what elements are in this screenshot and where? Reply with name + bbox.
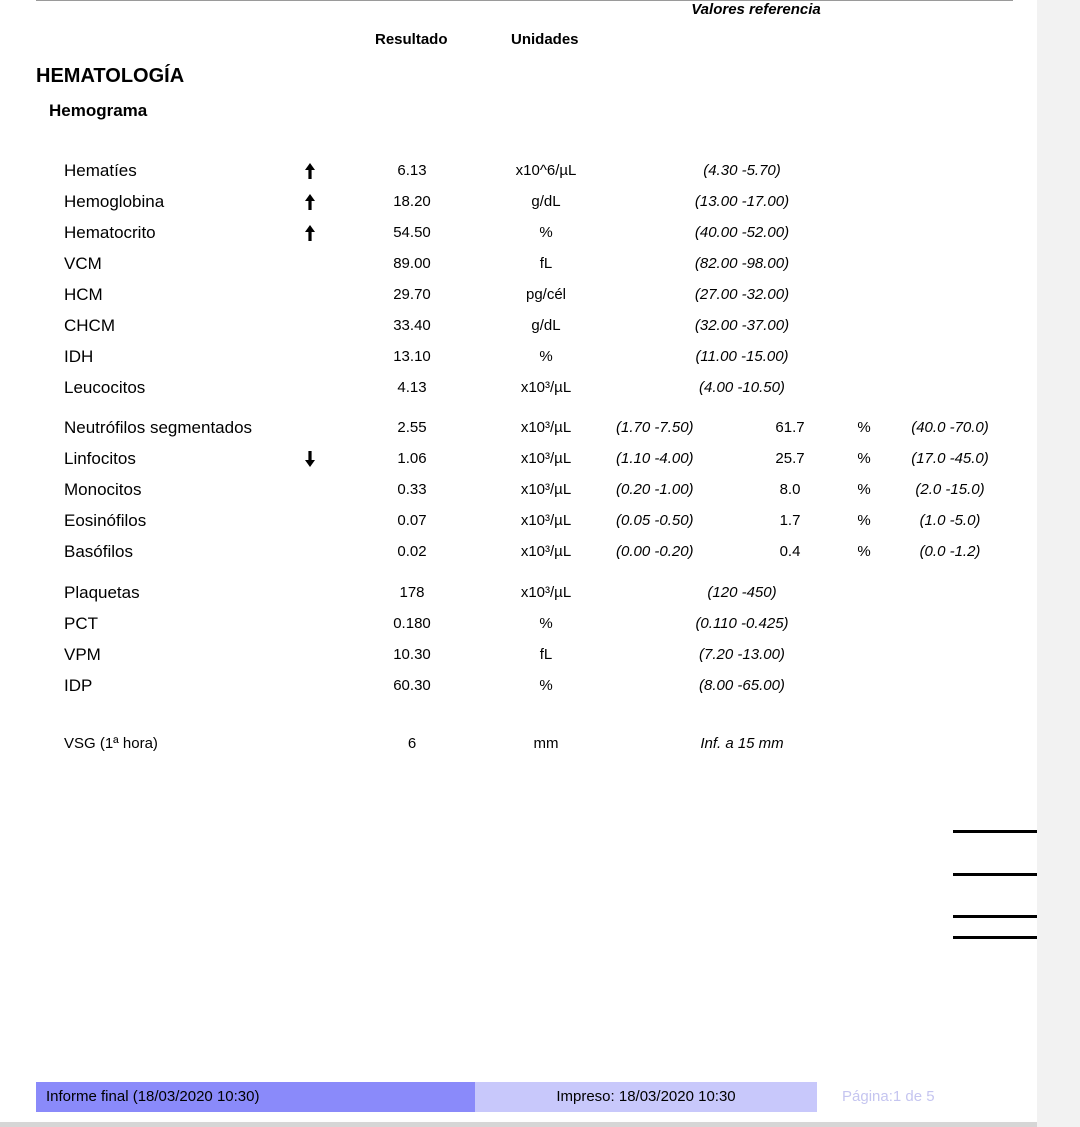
test-reference: (13.00 -17.00) (694, 193, 790, 210)
test-reference: (0.20 -1.00) (616, 481, 694, 498)
result-row (0, 542, 1037, 566)
test-name: VPM (64, 645, 101, 664)
test-value: 1.06 (397, 450, 427, 467)
test-reference: (4.30 -5.70) (703, 162, 781, 179)
test-name: Plaquetas (64, 583, 140, 602)
test-value: 178 (399, 584, 425, 601)
test-reference: (4.00 -10.50) (699, 379, 785, 396)
percentage-reference: (2.0 -15.0) (915, 481, 985, 498)
test-value: 6 (407, 735, 417, 752)
test-unit: x10³/µL (520, 481, 572, 498)
test-value: 89.00 (393, 255, 431, 272)
result-row (0, 511, 1037, 535)
test-percentage: 25.7 (775, 450, 805, 467)
test-value: 0.33 (397, 481, 427, 498)
test-reference: (0.05 -0.50) (616, 512, 694, 529)
test-name: IDH (64, 347, 94, 366)
result-row (0, 378, 1037, 402)
test-unit: x10³/µL (520, 543, 572, 560)
arrow-down-icon (303, 451, 317, 467)
decorative-line (953, 936, 1037, 939)
test-value: 4.13 (397, 379, 427, 396)
test-percentage: 61.7 (775, 419, 805, 436)
test-reference: (1.70 -7.50) (616, 419, 694, 436)
test-unit: x10³/µL (520, 379, 572, 396)
test-name: Hemoglobina (64, 192, 165, 211)
test-name: Eosinófilos (64, 511, 147, 530)
result-row (0, 645, 1037, 669)
test-unit: g/dL (531, 317, 561, 334)
percentage-reference: (1.0 -5.0) (919, 512, 981, 529)
test-unit: % (539, 677, 553, 694)
test-unit: fL (539, 646, 553, 663)
result-row (0, 418, 1037, 442)
result-row (0, 676, 1037, 700)
test-value: 10.30 (393, 646, 431, 663)
percentage-reference: (0.0 -1.2) (919, 543, 981, 560)
test-reference: (0.00 -0.20) (616, 543, 694, 560)
result-row (0, 347, 1037, 371)
test-unit: pg/cél (525, 286, 567, 303)
test-reference: (40.00 -52.00) (694, 224, 790, 241)
result-row (0, 192, 1037, 216)
footer-report-status: Informe final (18/03/2020 10:30) (36, 1082, 475, 1112)
decorative-line (953, 830, 1037, 833)
percentage-unit: % (857, 512, 871, 529)
test-unit: g/dL (531, 193, 561, 210)
test-unit: x10³/µL (520, 450, 572, 467)
arrow-up-icon (303, 163, 317, 179)
footer-page-number: Página:1 de 5 (842, 1088, 935, 1105)
test-value: 0.180 (393, 615, 431, 632)
header-units: Unidades (511, 31, 579, 48)
decorative-line (953, 873, 1037, 876)
test-reference: (27.00 -32.00) (694, 286, 790, 303)
test-name: Leucocitos (64, 378, 146, 397)
test-reference: (82.00 -98.00) (694, 255, 790, 272)
test-unit: fL (539, 255, 553, 272)
test-reference: (1.10 -4.00) (616, 450, 694, 467)
arrow-up-icon (303, 194, 317, 210)
result-row (0, 161, 1037, 185)
test-name: PCT (64, 614, 98, 633)
percentage-reference: (40.0 -70.0) (911, 419, 989, 436)
test-name: Hematíes (64, 161, 137, 180)
test-name: CHCM (64, 316, 115, 335)
test-name: Neutrófilos segmentados (64, 418, 253, 437)
test-unit: x10^6/µL (515, 162, 577, 179)
test-percentage: 8.0 (779, 481, 801, 498)
test-percentage: 0.4 (779, 543, 801, 560)
test-name: VSG (1ª hora) (64, 735, 158, 752)
test-reference: (8.00 -65.00) (699, 677, 785, 694)
test-value: 0.07 (397, 512, 427, 529)
result-row (0, 223, 1037, 247)
result-row (0, 583, 1037, 607)
header-reference: Valores referencia (691, 1, 821, 18)
result-row (0, 316, 1037, 340)
percentage-reference: (17.0 -45.0) (911, 450, 989, 467)
result-row (0, 254, 1037, 278)
result-row (0, 614, 1037, 638)
header-result: Resultado (375, 31, 448, 48)
test-unit: % (539, 615, 553, 632)
footer-printed-date: Impreso: 18/03/2020 10:30 (475, 1082, 817, 1112)
test-unit: % (539, 224, 553, 241)
subsection-title: Hemograma (49, 101, 148, 120)
test-name: IDP (64, 676, 93, 695)
test-value: 18.20 (393, 193, 431, 210)
test-value: 0.02 (397, 543, 427, 560)
top-divider (36, 0, 1013, 1)
test-percentage: 1.7 (779, 512, 801, 529)
test-value: 33.40 (393, 317, 431, 334)
percentage-unit: % (857, 543, 871, 560)
test-name: Hematocrito (64, 223, 156, 242)
test-name: VCM (64, 254, 102, 273)
percentage-unit: % (857, 481, 871, 498)
test-unit: x10³/µL (520, 584, 572, 601)
test-reference: (11.00 -15.00) (695, 348, 789, 365)
test-value: 13.10 (393, 348, 431, 365)
test-unit: x10³/µL (520, 419, 572, 436)
test-reference: (120 -450) (707, 584, 777, 601)
test-reference: Inf. a 15 mm (700, 735, 784, 752)
percentage-unit: % (857, 419, 871, 436)
arrow-up-icon (303, 225, 317, 241)
result-row (0, 449, 1037, 473)
test-value: 6.13 (397, 162, 427, 179)
test-reference: (32.00 -37.00) (694, 317, 790, 334)
section-title: HEMATOLOGÍA (36, 65, 185, 87)
test-value: 2.55 (397, 419, 427, 436)
percentage-unit: % (857, 450, 871, 467)
test-unit: x10³/µL (520, 512, 572, 529)
test-value: 29.70 (393, 286, 431, 303)
test-name: Monocitos (64, 480, 142, 499)
decorative-line (953, 915, 1037, 918)
test-value: 54.50 (393, 224, 431, 241)
test-unit: % (539, 348, 553, 365)
test-reference: (7.20 -13.00) (699, 646, 785, 663)
result-row (0, 734, 1037, 758)
result-row (0, 285, 1037, 309)
test-name: Basófilos (64, 542, 133, 561)
test-name: HCM (64, 285, 103, 304)
result-row (0, 480, 1037, 504)
test-name: Linfocitos (64, 449, 136, 468)
test-unit: mm (533, 735, 559, 752)
test-value: 60.30 (393, 677, 431, 694)
page-bottom-edge (0, 1122, 1037, 1127)
test-reference: (0.110 -0.425) (695, 615, 789, 632)
